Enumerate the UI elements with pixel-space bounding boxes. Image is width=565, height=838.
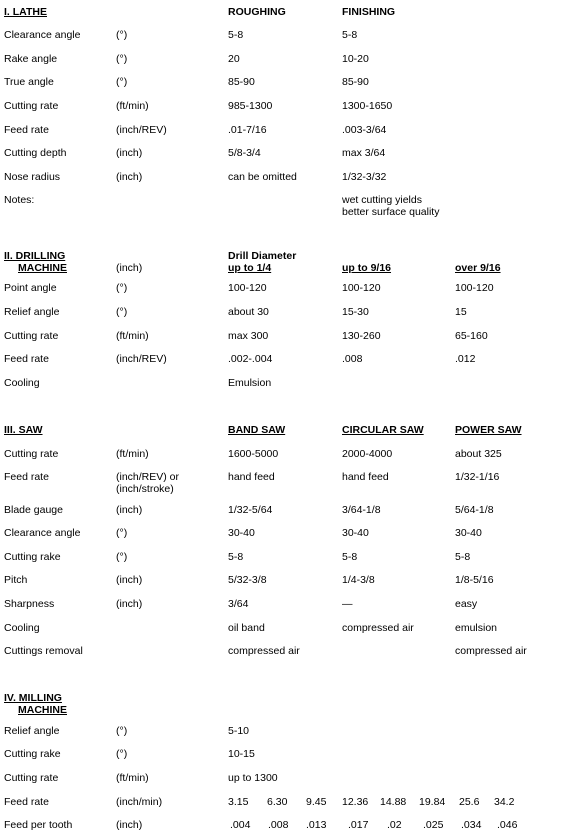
row-value: 1600-5000 <box>228 448 279 460</box>
drill-diameter-label: Drill Diameter <box>228 250 297 262</box>
milling-title-line1: IV. MILLING <box>4 692 62 704</box>
row-value: about 325 <box>455 448 502 460</box>
row-value: 15-30 <box>342 306 369 318</box>
row-unit: (ft/min) <box>116 100 149 112</box>
row-label: Relief angle <box>4 306 60 318</box>
row-label: Cutting depth <box>4 147 67 159</box>
row-unit: (°) <box>116 748 128 760</box>
row-value: 5/32-3/8 <box>228 574 267 586</box>
row-label: Cuttings removal <box>4 645 83 657</box>
row-value: 65-160 <box>455 330 488 342</box>
row-label: Cutting rate <box>4 100 59 112</box>
drilling-unit: (inch) <box>116 262 143 274</box>
row-label: Rake angle <box>4 53 58 65</box>
row-label: Pitch <box>4 574 28 586</box>
notes-text-line2: better surface quality <box>342 206 440 218</box>
drilling-col-upto-9-16: up to 9/16 <box>342 262 392 274</box>
row-label: Cutting rate <box>4 330 59 342</box>
row-label: Point angle <box>4 282 57 294</box>
feed-per-tooth-value: .02 <box>387 819 402 831</box>
drilling-col-upto-1-4: up to 1/4 <box>228 262 272 274</box>
row-unit: (°) <box>116 282 128 294</box>
row-label: Cooling <box>4 622 40 634</box>
row-value: max 300 <box>228 330 269 342</box>
row-label: Feed rate <box>4 353 49 365</box>
row-value: 100-120 <box>342 282 381 294</box>
row-value: emulsion <box>455 622 498 634</box>
row-unit: (inch) <box>116 147 143 159</box>
row-value: 5-8 <box>342 551 358 563</box>
row-value: easy <box>455 598 478 610</box>
row-value: 5-8 <box>342 29 358 41</box>
row-value: 5-8 <box>228 29 244 41</box>
row-value: .002-.004 <box>228 353 273 365</box>
row-unit: (°) <box>116 76 128 88</box>
row-label: True angle <box>4 76 54 88</box>
row-value: max 3/64 <box>342 147 386 159</box>
row-value: 10-20 <box>342 53 369 65</box>
row-value: about 30 <box>228 306 269 318</box>
row-unit: (ft/min) <box>116 330 149 342</box>
drilling-title-line2: MACHINE <box>18 262 67 274</box>
feed-per-tooth-value: .008 <box>268 819 289 831</box>
drilling-col-over-9-16: over 9/16 <box>455 262 501 274</box>
row-value: oil band <box>228 622 265 634</box>
row-unit: (inch/REV) or <box>116 471 180 483</box>
row-value: 10-15 <box>228 748 255 760</box>
saw-title: III. SAW <box>4 424 43 436</box>
feed-rate-value: 25.6 <box>459 796 480 808</box>
feed-rate-value: 3.15 <box>228 796 249 808</box>
row-unit: (inch/min) <box>116 796 163 808</box>
row-label: Feed rate <box>4 796 49 808</box>
row-unit: (inch) <box>116 504 143 516</box>
row-label: Blade gauge <box>4 504 63 516</box>
row-value: 1/8-5/16 <box>455 574 494 586</box>
row-value: compressed air <box>342 622 414 634</box>
row-value: 5-8 <box>455 551 471 563</box>
row-value: 100-120 <box>455 282 494 294</box>
row-value: 100-120 <box>228 282 267 294</box>
row-value: compressed air <box>455 645 527 657</box>
row-value: 1/32-5/64 <box>228 504 273 516</box>
row-label: Feed rate <box>4 124 49 136</box>
row-value: 30-40 <box>342 527 369 539</box>
row-label: Cooling <box>4 377 40 389</box>
row-label: Nose radius <box>4 171 61 183</box>
row-value: 2000-4000 <box>342 448 393 460</box>
row-label: Relief angle <box>4 725 60 737</box>
row-value: up to 1300 <box>228 772 278 784</box>
feed-rate-value: 12.36 <box>342 796 369 808</box>
row-value: 15 <box>455 306 467 318</box>
row-value: 1/4-3/8 <box>342 574 375 586</box>
row-value: 3/64-1/8 <box>342 504 381 516</box>
row-value: hand feed <box>228 471 275 483</box>
feed-per-tooth-value: .017 <box>348 819 369 831</box>
row-value: 3/64 <box>228 598 249 610</box>
row-unit: (inch/REV) <box>116 124 167 136</box>
drilling-title-line1: II. DRILLING <box>4 250 66 262</box>
row-value: Emulsion <box>228 377 272 389</box>
row-value: 85-90 <box>228 76 255 88</box>
row-label: Cutting rate <box>4 448 59 460</box>
row-unit-line2: (inch/stroke) <box>116 483 174 495</box>
row-value: hand feed <box>342 471 389 483</box>
row-value: 5/64-1/8 <box>455 504 494 516</box>
feed-rate-value: 19.84 <box>419 796 446 808</box>
row-unit: (°) <box>116 306 128 318</box>
row-value: — <box>342 598 353 610</box>
row-value: compressed air <box>228 645 300 657</box>
row-unit: (°) <box>116 725 128 737</box>
row-value: 20 <box>228 53 240 65</box>
row-label: Cutting rake <box>4 748 61 760</box>
row-value: 5/8-3/4 <box>228 147 261 159</box>
row-value: .003-3/64 <box>342 124 387 136</box>
feed-rate-value: 14.88 <box>380 796 407 808</box>
row-unit: (inch) <box>116 598 143 610</box>
row-label: Feed rate <box>4 471 49 483</box>
row-label: Clearance angle <box>4 29 81 41</box>
row-value: 5-8 <box>228 551 244 563</box>
row-unit: (°) <box>116 551 128 563</box>
notes-text-line1: wet cutting yields <box>342 194 422 206</box>
milling-title-line2: MACHINE <box>18 704 67 716</box>
row-value: 985-1300 <box>228 100 273 112</box>
row-value: 1300-1650 <box>342 100 393 112</box>
row-value: 130-260 <box>342 330 381 342</box>
row-value: 5-10 <box>228 725 250 737</box>
row-value: .012 <box>455 353 476 365</box>
feed-per-tooth-value: .034 <box>461 819 482 831</box>
row-value: 30-40 <box>455 527 482 539</box>
row-value: 1/32-3/32 <box>342 171 387 183</box>
row-unit: (°) <box>116 29 128 41</box>
lathe-col-finishing: FINISHING <box>342 6 396 18</box>
feed-rate-value: 34.2 <box>494 796 515 808</box>
saw-col-power-saw: POWER SAW <box>455 424 522 436</box>
row-unit: (ft/min) <box>116 448 149 460</box>
notes-label: Notes: <box>4 194 35 206</box>
row-label: Clearance angle <box>4 527 81 539</box>
feed-per-tooth-value: .046 <box>497 819 518 831</box>
row-unit: (inch) <box>116 574 143 586</box>
row-label: Cutting rate <box>4 772 59 784</box>
feed-rate-value: 9.45 <box>306 796 327 808</box>
lathe-title: I. LATHE <box>4 6 47 18</box>
row-unit: (°) <box>116 53 128 65</box>
row-value: 1/32-1/16 <box>455 471 500 483</box>
row-unit: (°) <box>116 527 128 539</box>
row-label: Cutting rake <box>4 551 61 563</box>
row-value: can be omitted <box>228 171 297 183</box>
row-value: 30-40 <box>228 527 255 539</box>
saw-col-band-saw: BAND SAW <box>228 424 286 436</box>
row-value: .01-7/16 <box>228 124 267 136</box>
row-label: Feed per tooth <box>4 819 73 831</box>
row-unit: (inch) <box>116 171 143 183</box>
feed-rate-value: 6.30 <box>267 796 288 808</box>
feed-per-tooth-value: .004 <box>230 819 251 831</box>
feed-per-tooth-value: .013 <box>306 819 327 831</box>
row-label: Sharpness <box>4 598 55 610</box>
row-value: .008 <box>342 353 363 365</box>
feed-per-tooth-value: .025 <box>423 819 444 831</box>
row-unit: (ft/min) <box>116 772 149 784</box>
row-unit: (inch/REV) <box>116 353 167 365</box>
row-unit: (inch) <box>116 819 143 831</box>
row-value: 85-90 <box>342 76 369 88</box>
lathe-col-roughing: ROUGHING <box>228 6 286 18</box>
saw-col-circular-saw: CIRCULAR SAW <box>342 424 424 436</box>
